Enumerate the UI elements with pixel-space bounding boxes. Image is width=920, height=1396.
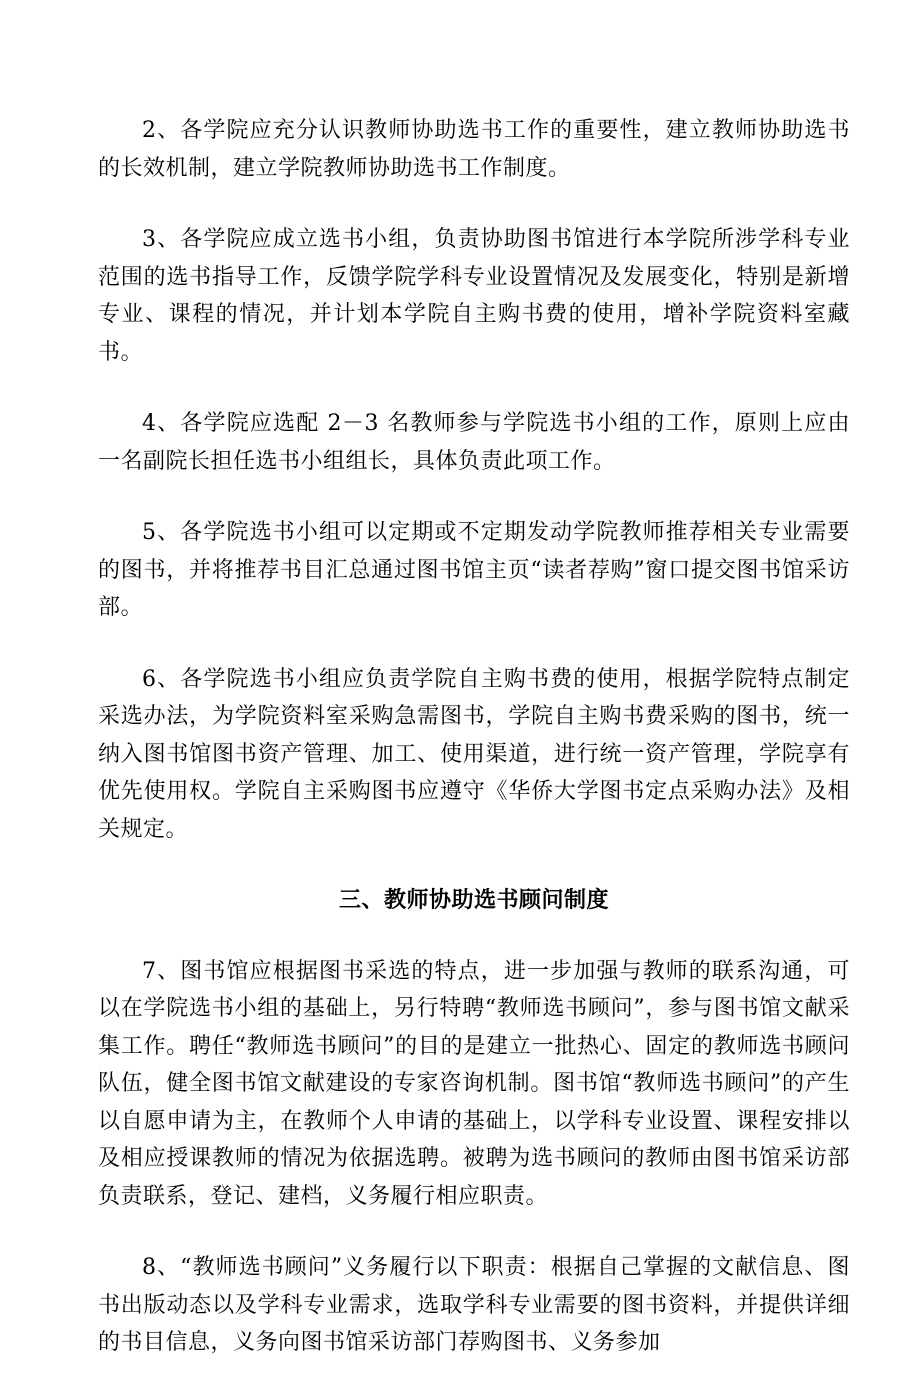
paragraph-5: 5、各学院选书小组可以定期或不定期发动学院教师推荐相关专业需要的图书，并将推荐书目汇总通过图书馆主页“读者荐购”窗口提交图书馆采访部。 [98,520,850,620]
paragraph-4: 4、各学院应选配 2－3 名教师参与学院选书小组的工作，原则上应由一名副院长担任选书小组组长，具体负责此项工作。 [98,411,850,474]
paragraph-6: 6、各学院选书小组应负责学院自主购书费的使用，根据学院特点制定采选办法，为学院资料室采购急需图书，学院自主购书费采购的图书，统一纳入图书馆图书资产管理、加工、使用渠道，进行统一资产管理，学院享有优先使用权。学院自主采购图书应遵守《华侨大学图书定点采购办法》及相关规定。 [98,666,850,842]
paragraph-3: 3、各学院应成立选书小组，负责协助图书馆进行本学院所涉学科专业范围的选书指导工作，反馈学院学科专业设置情况及发展变化，特别是新增专业、课程的情况，并计划本学院自主购书费的使用，增补学院资料室藏书。 [98,227,850,365]
paragraph-2: 2、各学院应充分认识教师协助选书工作的重要性，建立教师协助选书的长效机制，建立学院教师协助选书工作制度。 [98,118,850,181]
paragraph-8: 8、“教师选书顾问”义务履行以下职责：根据自己掌握的文献信息、图书出版动态以及学科专业需求，选取学科专业需要的图书资料，并提供详细的书目信息，义务向图书馆采访部门荐购图书、义务参加 [98,1255,850,1355]
section-heading: 三、教师协助选书顾问制度 [338,888,609,913]
paragraph-7: 7、图书馆应根据图书采选的特点，进一步加强与教师的联系沟通，可以在学院选书小组的基础上，另行特聘“教师选书顾问”，参与图书馆文献采集工作。聘任“教师选书顾问”的目的是建立一批热心、固定的教师选书顾问队伍，健全图书馆文献建设的专家咨询机制。图书馆“教师选书顾问”的产生以自愿申请为主，在教师个人申请的基础上，以学科专业设置、课程安排以及相应授课教师的情况为依据选聘。被聘为选书顾问的教师由图书馆采访部负责联系，登记、建档，义务履行相应职责。 [98,958,850,1209]
document-body [98,112,850,1396]
